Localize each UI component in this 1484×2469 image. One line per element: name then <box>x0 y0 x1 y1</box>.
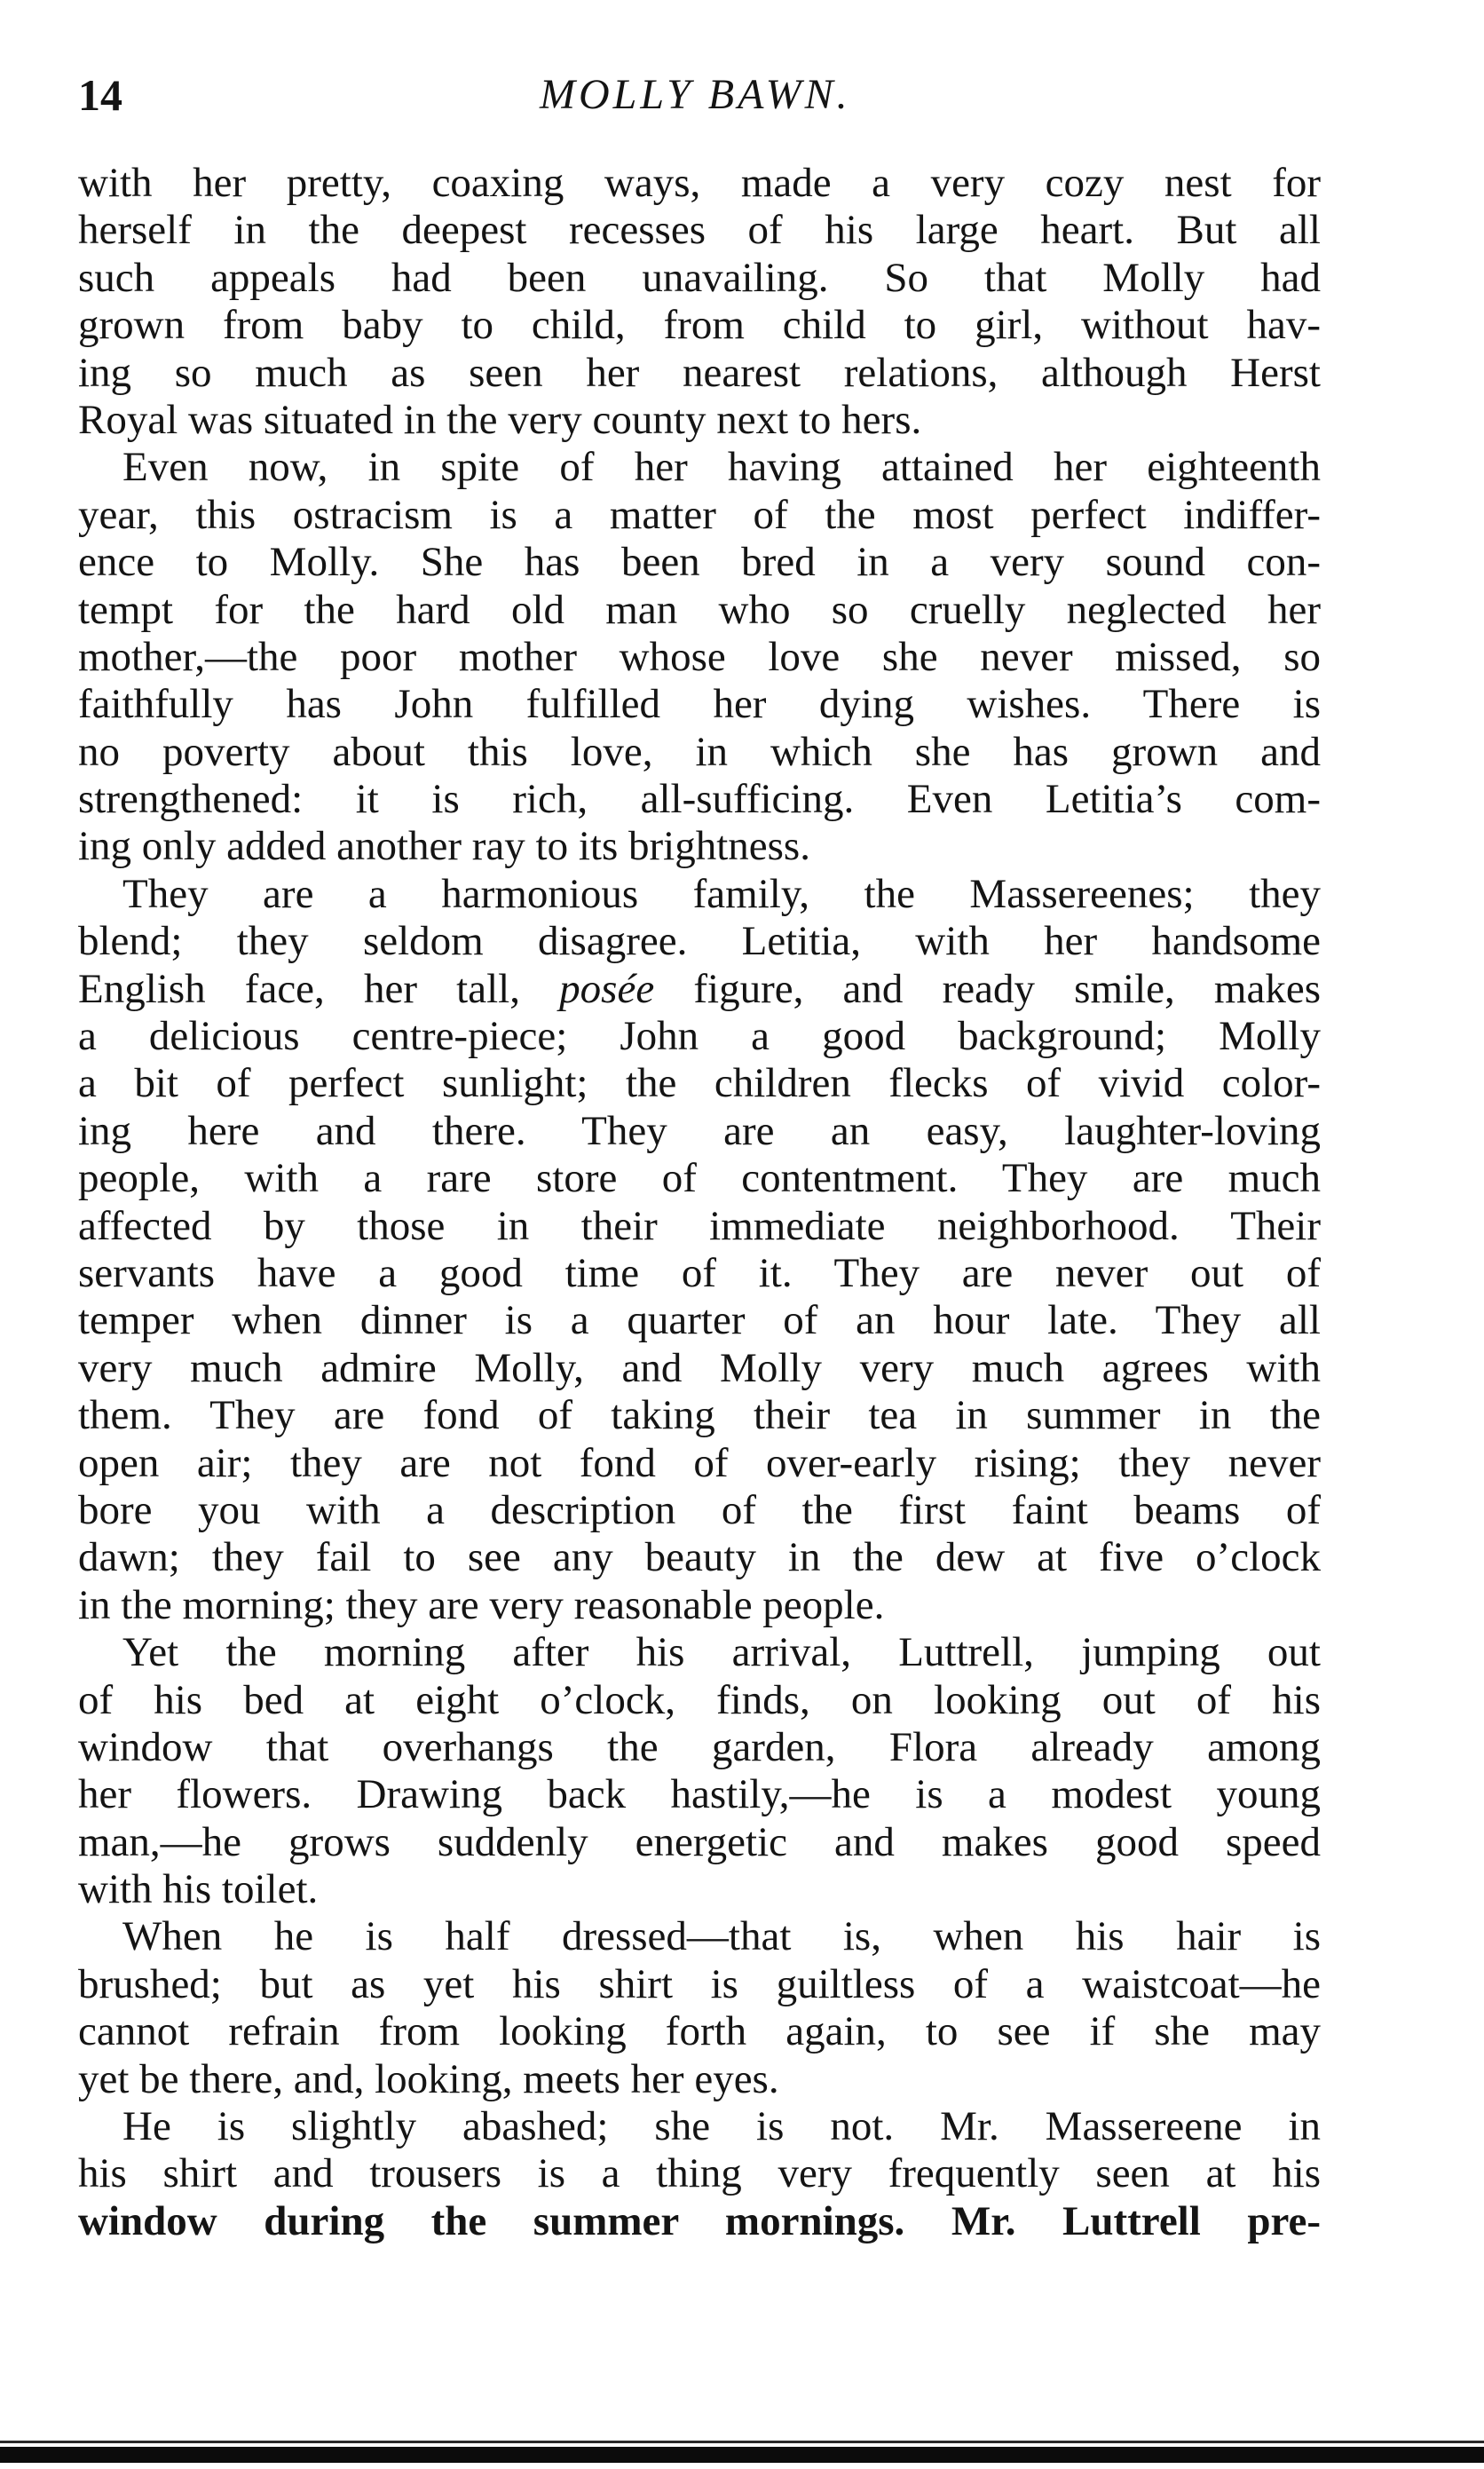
text-line: English face, her tall, posée figure, and ready smile, makes <box>78 965 1321 1012</box>
text-line: mother,—the poor mother whose love she never missed, so <box>78 633 1321 680</box>
text-line: year, this ostracism is a matter of the most perfect indiffer- <box>78 491 1321 538</box>
text-line: them. They are fond of taking their tea in summer in the <box>78 1392 1321 1439</box>
text-line: with his toilet. <box>78 1866 319 1913</box>
text-line: Royal was situated in the very county next to hers. <box>78 396 922 443</box>
text-line: open air; they are not fond of over-early rising; they never <box>78 1439 1321 1486</box>
text-line: servants have a good time of it. They are never out of <box>78 1249 1321 1296</box>
text-line: window that overhangs the garden, Flora already among <box>78 1723 1321 1770</box>
text-line: yet be there, and, looking, meets her eyes. <box>78 2055 779 2102</box>
page-number: 14 <box>78 70 122 120</box>
text-line: no poverty about this love, in which she has grown and <box>78 728 1321 775</box>
text-line: such appeals had been unavailing. So that Molly had <box>78 254 1321 301</box>
text-line: tempt for the hard old man who so cruelly neglected her <box>78 586 1321 633</box>
running-title: MOLLY BAWN. <box>540 71 851 118</box>
text-line: faithfully has John fulfilled her dying wishes. There is <box>78 681 1321 728</box>
text-line: his shirt and trousers is a thing very frequently seen at his <box>78 2150 1321 2197</box>
text-line: herself in the deepest recesses of his large heart. But all <box>78 207 1321 254</box>
text-line: ing so much as seen her nearest relations, although Herst <box>78 349 1321 396</box>
text-line: He is slightly abashed; she is not. Mr. Massereene in <box>122 2103 1321 2150</box>
bottom-rule-thin <box>0 2441 1484 2443</box>
text-line: in the morning; they are very reasonable people. <box>78 1581 885 1628</box>
text-line: her flowers. Drawing back hastily,—he is a modest young <box>78 1771 1321 1818</box>
text-line: man,—he grows suddenly energetic and makes good speed <box>78 1818 1321 1865</box>
text-line: Yet the morning after his arrival, Luttrell, jumping out <box>122 1629 1321 1676</box>
text-line: dawn; they fail to see any beauty in the dew at five o’clock <box>78 1534 1321 1581</box>
bottom-rule-thick <box>0 2447 1484 2463</box>
text-line: Even now, in spite of her having attained her eighteenth <box>122 444 1321 491</box>
text-line: When he is half dressed—that is, when his hair is <box>122 1913 1321 1960</box>
text-line: of his bed at eight o’clock, finds, on looking out of his <box>78 1676 1321 1723</box>
body-text <box>78 160 1321 2245</box>
text-line: affected by those in their immediate neighborhood. Their <box>78 1202 1321 1249</box>
text-line: people, with a rare store of contentment. They are much <box>78 1155 1321 1202</box>
text-line: a bit of perfect sunlight; the children flecks of vivid color- <box>78 1060 1321 1107</box>
text-line: window during the summer mornings. Mr. Luttrell pre- <box>78 2197 1321 2244</box>
text-line: ence to Molly. She has been bred in a very sound con- <box>78 539 1321 586</box>
text-line: strengthened: it is rich, all-sufficing. Even Letitia’s com- <box>78 776 1321 823</box>
running-head <box>78 64 1321 126</box>
text-line: bore you with a description of the first faint beams of <box>78 1486 1321 1533</box>
text-line: brushed; but as yet his shirt is guiltless of a waistcoat—he <box>78 1960 1321 2007</box>
text-line: ing only added another ray to its brightness. <box>78 823 810 870</box>
text-line: They are a harmonious family, the Massereenes; they <box>122 870 1321 917</box>
text-line: ing here and there. They are an easy, laughter-loving <box>78 1107 1321 1154</box>
text-line: a delicious centre-piece; John a good background; Molly <box>78 1013 1321 1060</box>
text-line: blend; they seldom disagree. Letitia, with her handsome <box>78 918 1321 965</box>
text-line: very much admire Molly, and Molly very much agrees with <box>78 1344 1321 1391</box>
text-line: with her pretty, coaxing ways, made a very cozy nest for <box>78 160 1321 206</box>
text-line: temper when dinner is a quarter of an hour late. They all <box>78 1297 1321 1344</box>
text-line: grown from baby to child, from child to girl, without hav- <box>78 302 1321 349</box>
text-line: cannot refrain from looking forth again, to see if she may <box>78 2008 1321 2055</box>
